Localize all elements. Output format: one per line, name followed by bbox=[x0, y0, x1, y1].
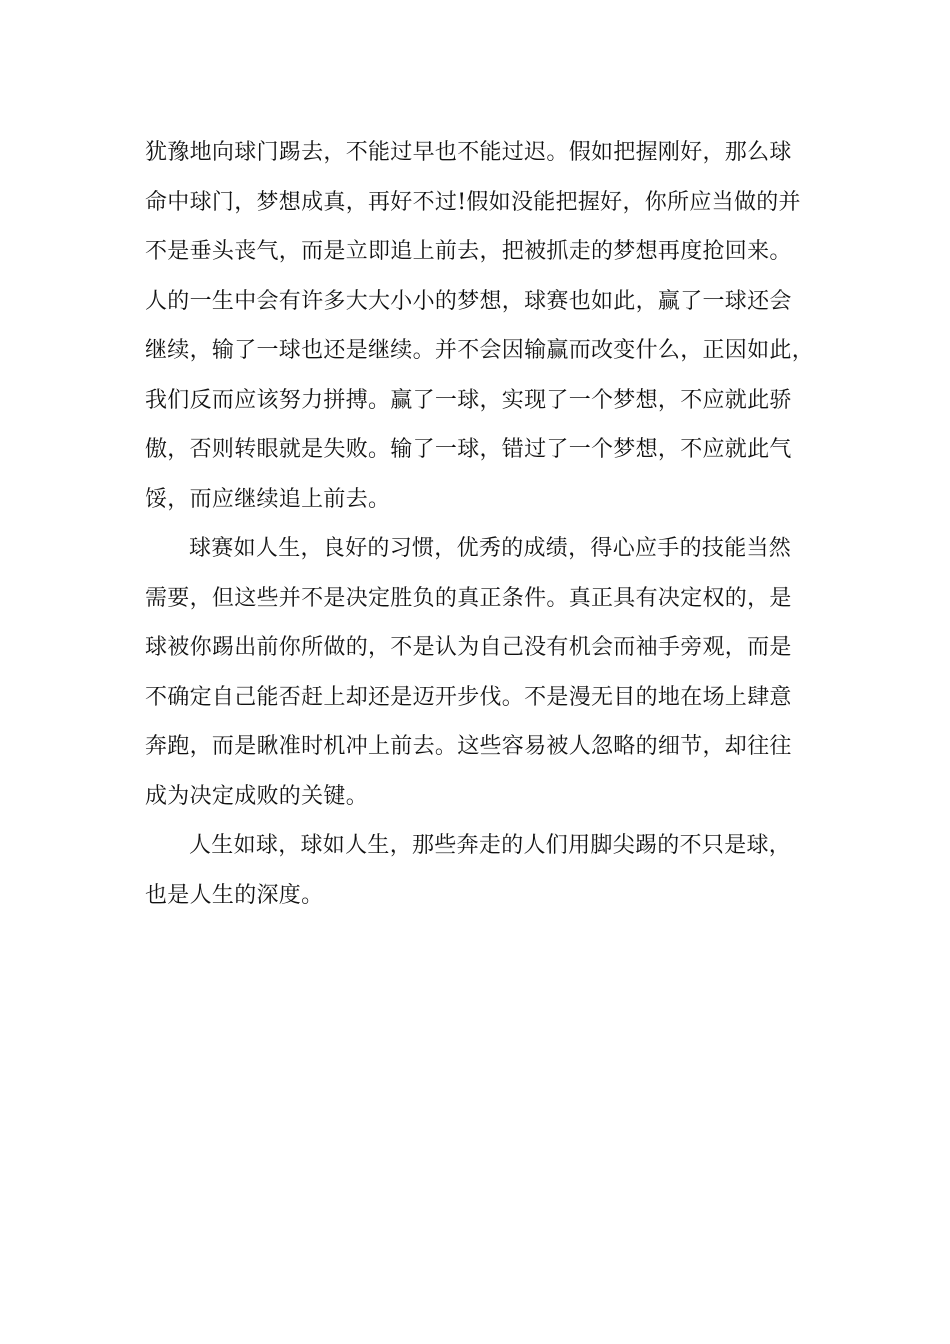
text-line: 奔跑，而是瞅准时机冲上前去。这些容易被人忽略的细节，却往往 bbox=[145, 734, 792, 759]
text-line: 球被你踢出前你所做的，不是认为自己没有机会而袖手旁观，而是 bbox=[145, 635, 792, 660]
text-line: 命中球门，梦想成真，再好不过!假如没能把握好，你所应当做的并 bbox=[145, 189, 801, 215]
text-line: 我们反而应该努力拼搏。赢了一球，实现了一个梦想，不应就此骄 bbox=[145, 387, 792, 413]
text-line: 人的一生中会有许多大大小小的梦想，球赛也如此，赢了一球还会 bbox=[145, 288, 792, 314]
body-text bbox=[145, 128, 825, 920]
text-line: 不确定自己能否赶上却还是迈开步伐。不是漫无目的地在场上肆意 bbox=[145, 684, 792, 710]
text-line: 需要，但这些并不是决定胜负的真正条件。真正具有决定权的，是 bbox=[145, 585, 792, 611]
text-line: 也是人生的深度。 bbox=[145, 882, 324, 908]
text-line: 继续，输了一球也还是继续。并不会因输赢而改变什么，正因如此， bbox=[145, 338, 815, 363]
text-line: 犹豫地向球门踢去，不能过早也不能过迟。假如把握刚好，那么球 bbox=[145, 140, 792, 165]
text-line: 馁，而应继续追上前去。 bbox=[145, 486, 391, 512]
paragraph-start-line: 人生如球，球如人生，那些奔走的人们用脚尖踢的不只是球， bbox=[189, 833, 792, 858]
text-line: 傲，否则转眼就是失败。输了一球，错过了一个梦想，不应就此气 bbox=[145, 437, 792, 462]
paragraph-start-line: 球赛如人生，良好的习惯，优秀的成绩，得心应手的技能当然 bbox=[189, 536, 792, 561]
text-line: 不是垂头丧气，而是立即追上前去，把被抓走的梦想再度抢回来。 bbox=[145, 239, 792, 264]
text-line: 成为决定成败的关键。 bbox=[145, 783, 369, 809]
